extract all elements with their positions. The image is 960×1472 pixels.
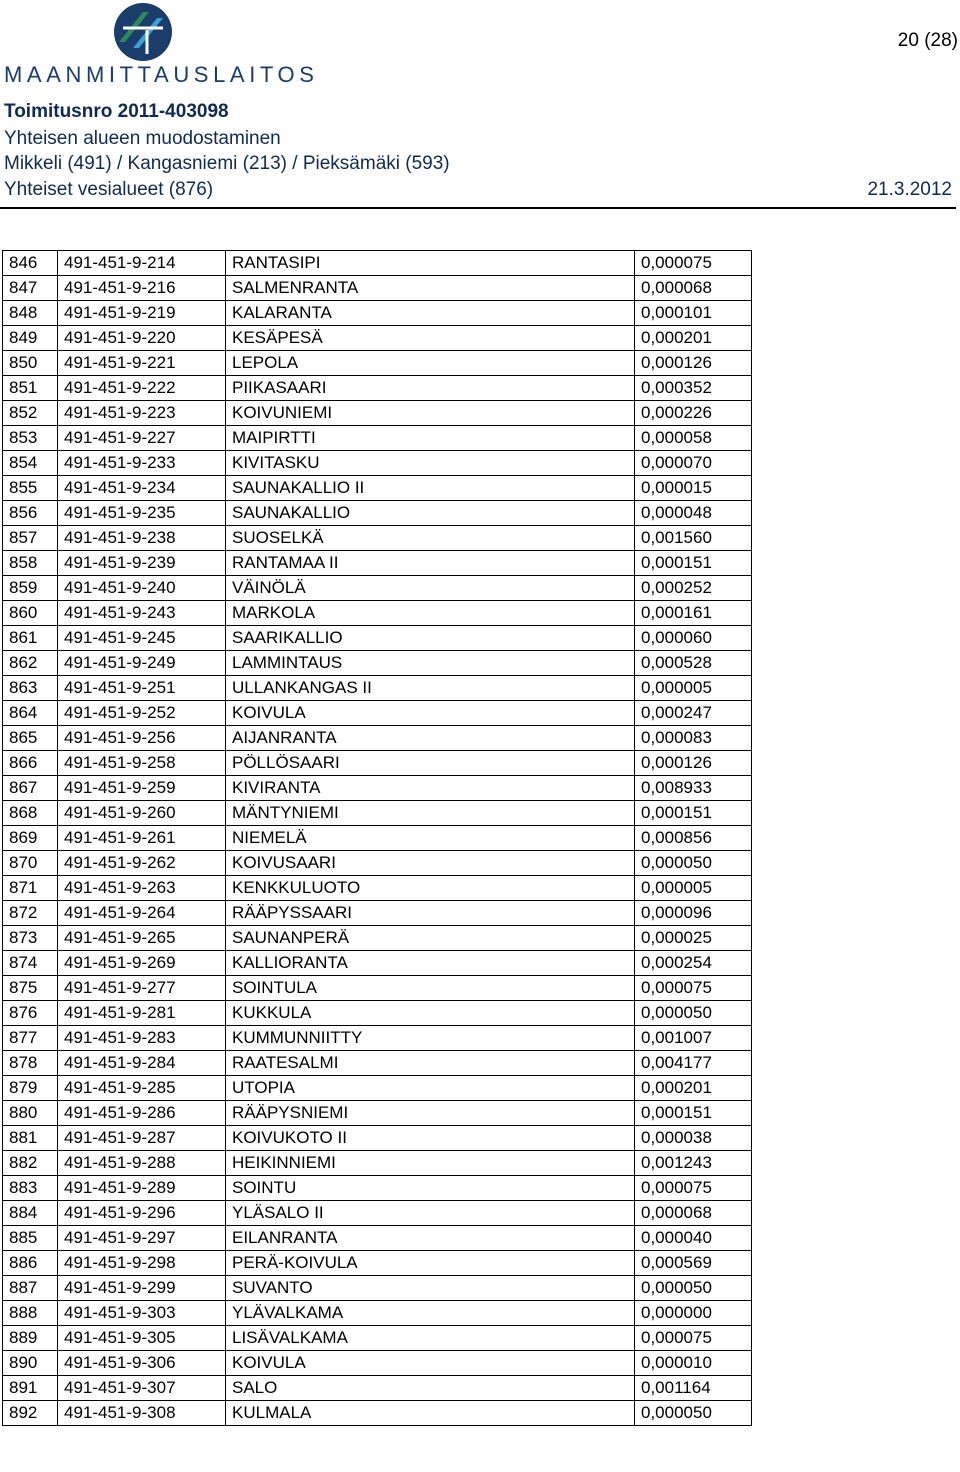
row-number: 852 [3, 401, 58, 426]
property-id: 491-451-9-234 [58, 476, 226, 501]
row-number: 856 [3, 501, 58, 526]
share-value: 0,000528 [635, 651, 752, 676]
row-number: 882 [3, 1151, 58, 1176]
table-row [3, 776, 752, 801]
property-name: KALLIORANTA [226, 951, 635, 976]
row-number: 889 [3, 1326, 58, 1351]
property-id: 491-451-9-277 [58, 976, 226, 1001]
table-row [3, 1301, 752, 1326]
share-value: 0,000126 [635, 351, 752, 376]
row-number: 885 [3, 1226, 58, 1251]
row-number: 849 [3, 326, 58, 351]
property-id: 491-451-9-265 [58, 926, 226, 951]
row-number: 886 [3, 1251, 58, 1276]
property-name: KUKKULA [226, 1001, 635, 1026]
share-value: 0,000070 [635, 451, 752, 476]
table-row [3, 1226, 752, 1251]
property-name: KOIVULA [226, 701, 635, 726]
row-number: 892 [3, 1401, 58, 1426]
maanmittauslaitos-logo-icon [113, 2, 173, 62]
share-value: 0,000151 [635, 1101, 752, 1126]
header-divider [0, 207, 956, 209]
table-row [3, 901, 752, 926]
table-row [3, 451, 752, 476]
property-name: RANTASIPI [226, 251, 635, 276]
share-value: 0,001560 [635, 526, 752, 551]
table-row [3, 676, 752, 701]
property-name: RAATESALMI [226, 1051, 635, 1076]
property-id: 491-451-9-219 [58, 301, 226, 326]
share-value: 0,000038 [635, 1126, 752, 1151]
property-id: 491-451-9-298 [58, 1251, 226, 1276]
share-value: 0,000040 [635, 1226, 752, 1251]
table-row [3, 701, 752, 726]
row-number: 890 [3, 1351, 58, 1376]
row-number: 867 [3, 776, 58, 801]
row-number: 848 [3, 301, 58, 326]
share-value: 0,000096 [635, 901, 752, 926]
row-number: 877 [3, 1026, 58, 1051]
table-row [3, 951, 752, 976]
row-number: 866 [3, 751, 58, 776]
property-id: 491-451-9-223 [58, 401, 226, 426]
row-number: 872 [3, 901, 58, 926]
property-name: KOIVULA [226, 1351, 635, 1376]
table-row [3, 401, 752, 426]
row-number: 887 [3, 1276, 58, 1301]
property-id: 491-451-9-263 [58, 876, 226, 901]
table-row [3, 1201, 752, 1226]
share-value: 0,000075 [635, 1326, 752, 1351]
property-id: 491-451-9-222 [58, 376, 226, 401]
property-name: LEPOLA [226, 351, 635, 376]
property-name: SAUNANPERÄ [226, 926, 635, 951]
property-id: 491-451-9-240 [58, 576, 226, 601]
share-value: 0,000075 [635, 1176, 752, 1201]
property-name: KALARANTA [226, 301, 635, 326]
table-row [3, 1351, 752, 1376]
property-id: 491-451-9-303 [58, 1301, 226, 1326]
table-row [3, 526, 752, 551]
row-number: 878 [3, 1051, 58, 1076]
table-row [3, 1251, 752, 1276]
table-row [3, 1026, 752, 1051]
property-name: LISÄVALKAMA [226, 1326, 635, 1351]
share-value: 0,008933 [635, 776, 752, 801]
share-value: 0,000050 [635, 1276, 752, 1301]
property-name: SAUNAKALLIO II [226, 476, 635, 501]
property-id: 491-451-9-262 [58, 851, 226, 876]
share-value: 0,000352 [635, 376, 752, 401]
property-id: 491-451-9-261 [58, 826, 226, 851]
share-value: 0,000050 [635, 851, 752, 876]
property-id: 491-451-9-260 [58, 801, 226, 826]
property-id: 491-451-9-216 [58, 276, 226, 301]
property-id: 491-451-9-238 [58, 526, 226, 551]
row-number: 851 [3, 376, 58, 401]
property-name: KIVITASKU [226, 451, 635, 476]
row-number: 865 [3, 726, 58, 751]
area-label: Yhteiset vesialueet (876) [4, 179, 214, 200]
property-name: YLÄSALO II [226, 1201, 635, 1226]
table-row [3, 1001, 752, 1026]
row-number: 859 [3, 576, 58, 601]
share-value: 0,000151 [635, 551, 752, 576]
table-row [3, 826, 752, 851]
table-row [3, 601, 752, 626]
share-value: 0,000025 [635, 926, 752, 951]
property-id: 491-451-9-264 [58, 901, 226, 926]
property-name: MAIPIRTTI [226, 426, 635, 451]
row-number: 883 [3, 1176, 58, 1201]
table-row [3, 1326, 752, 1351]
property-id: 491-451-9-239 [58, 551, 226, 576]
share-value: 0,000010 [635, 1351, 752, 1376]
share-value: 0,000252 [635, 576, 752, 601]
property-name: MARKOLA [226, 601, 635, 626]
row-number: 888 [3, 1301, 58, 1326]
property-name: AIJANRANTA [226, 726, 635, 751]
property-name: KUMMUNNIITTY [226, 1026, 635, 1051]
row-number: 873 [3, 926, 58, 951]
property-id: 491-451-9-269 [58, 951, 226, 976]
table-row [3, 1126, 752, 1151]
share-value: 0,004177 [635, 1051, 752, 1076]
property-name: NIEMELÄ [226, 826, 635, 851]
table-row [3, 1176, 752, 1201]
share-value: 0,000101 [635, 301, 752, 326]
share-value: 0,000068 [635, 1201, 752, 1226]
property-name: RÄÄPYSSAARI [226, 901, 635, 926]
property-name: KIVIRANTA [226, 776, 635, 801]
table-row [3, 501, 752, 526]
share-value: 0,000201 [635, 326, 752, 351]
property-id: 491-451-9-235 [58, 501, 226, 526]
municipalities: Mikkeli (491) / Kangasniemi (213) / Pieksämäki (593) [4, 153, 450, 174]
table-row [3, 326, 752, 351]
property-name: SUOSELKÄ [226, 526, 635, 551]
row-number: 861 [3, 626, 58, 651]
share-value: 0,001243 [635, 1151, 752, 1176]
property-id: 491-451-9-227 [58, 426, 226, 451]
property-id: 491-451-9-249 [58, 651, 226, 676]
table-row [3, 251, 752, 276]
row-number: 868 [3, 801, 58, 826]
table-row [3, 1376, 752, 1401]
table-row [3, 576, 752, 601]
property-name: SALMENRANTA [226, 276, 635, 301]
document-subtitle: Yhteisen alueen muodostaminen [4, 128, 281, 149]
row-number: 871 [3, 876, 58, 901]
row-number: 879 [3, 1076, 58, 1101]
share-value: 0,000005 [635, 876, 752, 901]
share-value: 0,000005 [635, 676, 752, 701]
row-number: 863 [3, 676, 58, 701]
share-value: 0,000161 [635, 601, 752, 626]
property-name: PÖLLÖSAARI [226, 751, 635, 776]
property-id: 491-451-9-233 [58, 451, 226, 476]
share-value: 0,000247 [635, 701, 752, 726]
row-number: 875 [3, 976, 58, 1001]
share-value: 0,000151 [635, 801, 752, 826]
table-row [3, 1051, 752, 1076]
table-row [3, 476, 752, 501]
property-id: 491-451-9-259 [58, 776, 226, 801]
property-name: SOINTULA [226, 976, 635, 1001]
property-id: 491-451-9-288 [58, 1151, 226, 1176]
row-number: 850 [3, 351, 58, 376]
property-name: KENKKULUOTO [226, 876, 635, 901]
share-value: 0,000201 [635, 1076, 752, 1101]
page-number: 20 (28) [897, 30, 958, 51]
table-row [3, 801, 752, 826]
property-id: 491-451-9-286 [58, 1101, 226, 1126]
property-id: 491-451-9-283 [58, 1026, 226, 1051]
property-name: EILANRANTA [226, 1226, 635, 1251]
share-value: 0,000050 [635, 1001, 752, 1026]
property-id: 491-451-9-221 [58, 351, 226, 376]
property-name: SOINTU [226, 1176, 635, 1201]
table-row [3, 976, 752, 1001]
property-name: MÄNTYNIEMI [226, 801, 635, 826]
table-row [3, 301, 752, 326]
row-number: 846 [3, 251, 58, 276]
share-value: 0,000569 [635, 1251, 752, 1276]
property-id: 491-451-9-214 [58, 251, 226, 276]
share-value: 0,000060 [635, 626, 752, 651]
table-row [3, 276, 752, 301]
share-value: 0,000000 [635, 1301, 752, 1326]
row-number: 857 [3, 526, 58, 551]
table-row [3, 1276, 752, 1301]
row-number: 891 [3, 1376, 58, 1401]
property-id: 491-451-9-251 [58, 676, 226, 701]
table-row [3, 1101, 752, 1126]
row-number: 860 [3, 601, 58, 626]
property-id: 491-451-9-308 [58, 1401, 226, 1426]
property-id: 491-451-9-285 [58, 1076, 226, 1101]
row-number: 880 [3, 1101, 58, 1126]
property-name: KULMALA [226, 1401, 635, 1426]
share-value: 0,000050 [635, 1401, 752, 1426]
property-id: 491-451-9-296 [58, 1201, 226, 1226]
property-share-table [2, 250, 752, 1426]
share-value: 0,000075 [635, 976, 752, 1001]
property-id: 491-451-9-306 [58, 1351, 226, 1376]
property-id: 491-451-9-299 [58, 1276, 226, 1301]
share-value: 0,000068 [635, 276, 752, 301]
table-row [3, 351, 752, 376]
property-id: 491-451-9-243 [58, 601, 226, 626]
org-name: MAANMITTAUSLAITOS [4, 62, 319, 87]
table-row [3, 551, 752, 576]
property-id: 491-451-9-256 [58, 726, 226, 751]
share-value: 0,000254 [635, 951, 752, 976]
property-name: RANTAMAA II [226, 551, 635, 576]
property-name: KOIVUKOTO II [226, 1126, 635, 1151]
property-name: SAARIKALLIO [226, 626, 635, 651]
property-name: ULLANKANGAS II [226, 676, 635, 701]
table-row [3, 426, 752, 451]
share-value: 0,000058 [635, 426, 752, 451]
table-row [3, 1401, 752, 1426]
document-title: Toimitusnro 2011-403098 [4, 101, 229, 122]
property-name: KOIVUNIEMI [226, 401, 635, 426]
share-value: 0,000856 [635, 826, 752, 851]
property-name: SALO [226, 1376, 635, 1401]
share-value: 0,000075 [635, 251, 752, 276]
property-name: KOIVUSAARI [226, 851, 635, 876]
row-number: 862 [3, 651, 58, 676]
share-value: 0,000048 [635, 501, 752, 526]
document-date: 21.3.2012 [867, 179, 952, 200]
row-number: 847 [3, 276, 58, 301]
row-number: 854 [3, 451, 58, 476]
share-value: 0,000226 [635, 401, 752, 426]
table-row [3, 751, 752, 776]
table-row [3, 726, 752, 751]
property-name: VÄINÖLÄ [226, 576, 635, 601]
row-number: 858 [3, 551, 58, 576]
table-row [3, 851, 752, 876]
property-name: LAMMINTAUS [226, 651, 635, 676]
property-id: 491-451-9-297 [58, 1226, 226, 1251]
table-row [3, 876, 752, 901]
property-name: SUVANTO [226, 1276, 635, 1301]
property-id: 491-451-9-220 [58, 326, 226, 351]
property-name: YLÄVALKAMA [226, 1301, 635, 1326]
table-row [3, 626, 752, 651]
share-value: 0,000083 [635, 726, 752, 751]
property-id: 491-451-9-281 [58, 1001, 226, 1026]
row-number: 881 [3, 1126, 58, 1151]
property-name: UTOPIA [226, 1076, 635, 1101]
property-name: RÄÄPYSNIEMI [226, 1101, 635, 1126]
property-id: 491-451-9-307 [58, 1376, 226, 1401]
property-name: PERÄ-KOIVULA [226, 1251, 635, 1276]
row-number: 876 [3, 1001, 58, 1026]
table-row [3, 926, 752, 951]
table-row [3, 1151, 752, 1176]
property-id: 491-451-9-305 [58, 1326, 226, 1351]
row-number: 870 [3, 851, 58, 876]
property-id: 491-451-9-289 [58, 1176, 226, 1201]
row-number: 869 [3, 826, 58, 851]
property-name: PIIKASAARI [226, 376, 635, 401]
property-id: 491-451-9-258 [58, 751, 226, 776]
property-id: 491-451-9-287 [58, 1126, 226, 1151]
property-name: SAUNAKALLIO [226, 501, 635, 526]
row-number: 864 [3, 701, 58, 726]
share-value: 0,000015 [635, 476, 752, 501]
row-number: 855 [3, 476, 58, 501]
property-id: 491-451-9-245 [58, 626, 226, 651]
table-row [3, 651, 752, 676]
share-value: 0,001164 [635, 1376, 752, 1401]
property-id: 491-451-9-252 [58, 701, 226, 726]
property-name: HEIKINNIEMI [226, 1151, 635, 1176]
property-name: KESÄPESÄ [226, 326, 635, 351]
row-number: 884 [3, 1201, 58, 1226]
row-number: 874 [3, 951, 58, 976]
table-row [3, 376, 752, 401]
row-number: 853 [3, 426, 58, 451]
share-value: 0,001007 [635, 1026, 752, 1051]
table-row [3, 1076, 752, 1101]
share-value: 0,000126 [635, 751, 752, 776]
property-id: 491-451-9-284 [58, 1051, 226, 1076]
